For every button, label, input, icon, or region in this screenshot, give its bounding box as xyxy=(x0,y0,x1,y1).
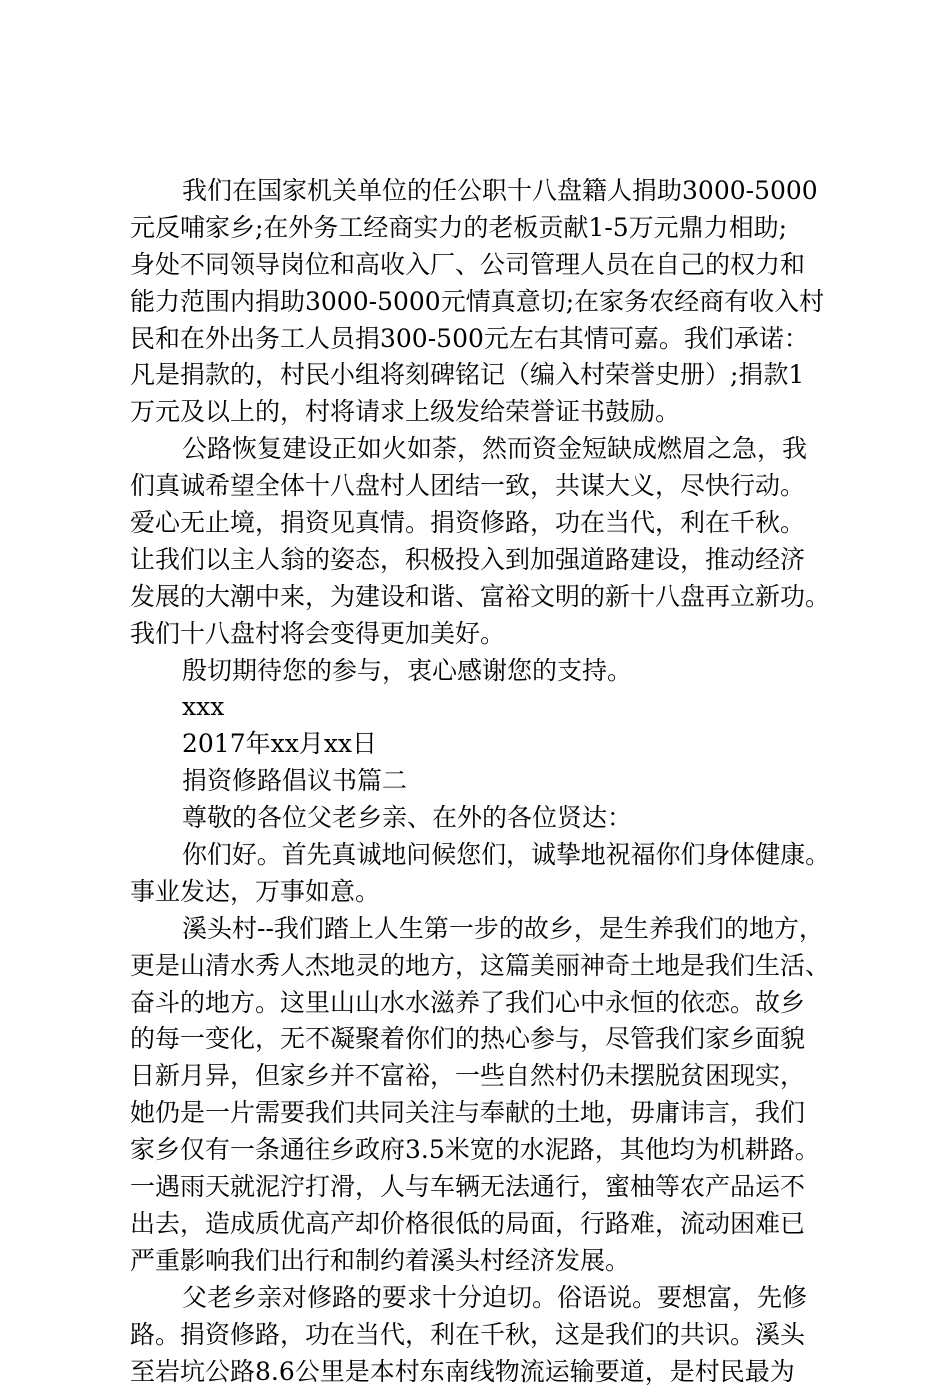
text-line: 让我们以主人翁的姿态，积极投入到加强道路建设，推动经济 xyxy=(130,542,830,579)
text-line: 更是山清水秀人杰地灵的地方，这篇美丽神奇土地是我们生活、 xyxy=(130,948,830,985)
text-line: 我们在国家机关单位的任公职十八盘籍人捐助3000-5000 xyxy=(130,173,830,210)
text-line: 爱心无止境，捐资见真情。捐资修路，功在当代，利在千秋。 xyxy=(130,505,830,542)
text-line: 的每一变化，无不凝聚着你们的热心参与，尽管我们家乡面貌 xyxy=(130,1021,830,1058)
text-line: 父老乡亲对修路的要求十分迫切。俗语说。要想富，先修 xyxy=(130,1280,830,1317)
text-line: 她仍是一片需要我们共同关注与奉献的土地，毋庸讳言，我们 xyxy=(130,1095,830,1132)
text-line: 发展的大潮中来，为建设和谐、富裕文明的新十八盘再立新功。 xyxy=(130,579,830,616)
text-line: 家乡仅有一条通往乡政府3.5米宽的水泥路，其他均为机耕路。 xyxy=(130,1132,830,1169)
text-line: 们真诚希望全体十八盘村人团结一致，共谋大义，尽快行动。 xyxy=(130,468,830,505)
text-line: 尊敬的各位父老乡亲、在外的各位贤达： xyxy=(130,800,830,837)
text-line: 路。捐资修路，功在当代，利在千秋，这是我们的共识。溪头 xyxy=(130,1317,830,1354)
text-line: 身处不同领导岗位和高收入厂、公司管理人员在自己的权力和 xyxy=(130,247,830,284)
document-body xyxy=(130,173,830,1390)
text-line: 能力范围内捐助3000-5000元情真意切;在家务农经商有收入村 xyxy=(130,284,830,321)
text-line: 奋斗的地方。这里山山水水滋养了我们心中永恒的依恋。故乡 xyxy=(130,985,830,1022)
text-line: 我们十八盘村将会变得更加美好。 xyxy=(130,616,830,653)
text-line: 溪头村--我们踏上人生第一步的故乡，是生养我们的地方， xyxy=(130,911,830,948)
text-line: 一遇雨天就泥泞打滑，人与车辆无法通行，蜜柚等农产品运不 xyxy=(130,1169,830,1206)
text-line: 日新月异，但家乡并不富裕，一些自然村仍未摆脱贫困现实， xyxy=(130,1058,830,1095)
text-line: 2017年xx月xx日 xyxy=(130,726,830,763)
text-line: 出去，造成质优高产却价格很低的局面，行路难，流动困难已 xyxy=(130,1206,830,1243)
text-line: 捐资修路倡议书篇二 xyxy=(130,763,830,800)
text-line: 万元及以上的，村将请求上级发给荣誉证书鼓励。 xyxy=(130,394,830,431)
text-line: 事业发达，万事如意。 xyxy=(130,874,830,911)
text-line: 公路恢复建设正如火如荼，然而资金短缺成燃眉之急，我 xyxy=(130,431,830,468)
text-line: 至岩坑公路8.6公里是本村东南线物流运输要道，是村民最为 xyxy=(130,1354,830,1390)
text-line: 凡是捐款的，村民小组将刻碑铭记（编入村荣誉史册）;捐款1 xyxy=(130,357,830,394)
text-line: 严重影响我们出行和制约着溪头村经济发展。 xyxy=(130,1243,830,1280)
text-line: 殷切期待您的参与，衷心感谢您的支持。 xyxy=(130,653,830,690)
text-line: xxx xyxy=(130,689,830,726)
text-line: 民和在外出务工人员捐300-500元左右其情可嘉。我们承诺： xyxy=(130,321,830,358)
text-line: 你们好。首先真诚地问候您们，诚挚地祝福你们身体健康。 xyxy=(130,837,830,874)
text-line: 元反哺家乡;在外务工经商实力的老板贡献1-5万元鼎力相助; xyxy=(130,210,830,247)
